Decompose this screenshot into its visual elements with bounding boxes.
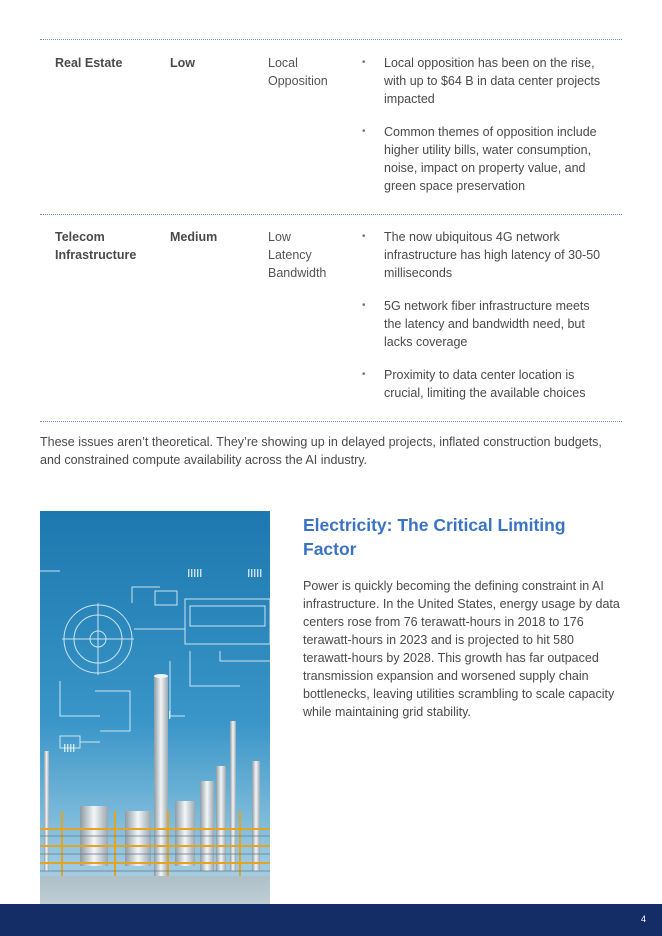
summary-paragraph: These issues aren’t theoretical. They’re showing up in delayed projects, inflated construction budgets, and constrained compute availability across the AI industry. (40, 435, 602, 467)
row-category: Telecom Infrastructure (55, 230, 137, 262)
table-row-divider (40, 214, 622, 215)
row-points (362, 228, 607, 417)
section-body: Power is quickly becoming the defining constraint in AI infrastructure. In the United States, energy usage by data centers rose from 76 terawatt-hours in 2018 to 176 terawatt-hours in 2023 and is projected to hit 580 terawatt-hours by 2028. This growth has far outpaced transmission expansion and worsened supply chain bottlenecks, leaving utilities scrambling to scale capacity while maintaining grid stability. (303, 579, 620, 719)
page-number: 4 (640, 914, 646, 924)
bullet-point: • Common themes of opposition include higher utility bills, water consumption, noise, impact on property value, and green space preservation (362, 123, 607, 195)
industrial-plant-image (40, 511, 270, 936)
row-challenge: Local Opposition (268, 56, 328, 88)
row-challenge: Low Latency Bandwidth (268, 230, 327, 280)
bullet-point: • The now ubiquitous 4G network infrastructure has high latency of 30-50 milliseconds (362, 228, 607, 282)
row-risk-level: Low (170, 56, 195, 70)
page-footer (0, 904, 662, 936)
section-heading: Electricity: The Critical Limiting Factor (303, 515, 566, 559)
row-points (362, 54, 607, 210)
row-category: Real Estate (55, 56, 123, 70)
bullet-point: • Proximity to data center location is crucial, limiting the available choices (362, 366, 607, 402)
table-top-rule (40, 39, 622, 40)
bullet-point: • 5G network fiber infrastructure meets the latency and bandwidth need, but lacks coverage (362, 297, 607, 351)
table-bottom-rule (40, 421, 622, 422)
row-risk-level: Medium (170, 230, 218, 244)
bullet-point: • Local opposition has been on the rise, with up to $64 B in data center projects impacted (362, 54, 607, 108)
